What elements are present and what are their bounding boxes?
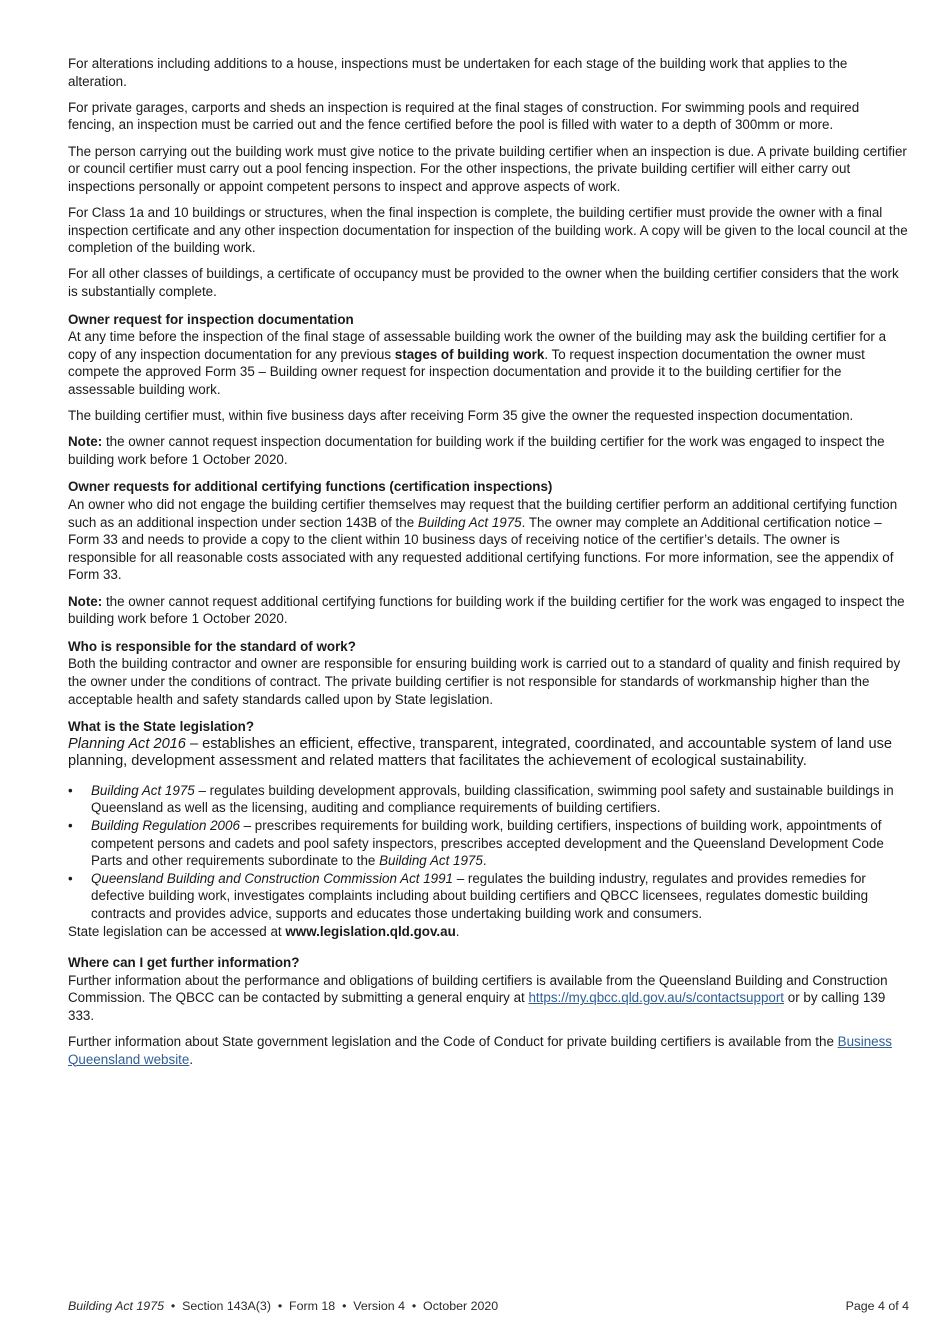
bullet: •	[68, 870, 73, 886]
document-page	[68, 55, 908, 1077]
note-text: the owner cannot request additional certifying functions for building work if the building certifier for the work was engaged to inspect the building work before 1 October 2020.	[68, 593, 905, 627]
list-item	[68, 870, 908, 923]
note-additional	[68, 593, 908, 628]
italic-act: Building Act 1975	[379, 853, 483, 869]
text: – regulates the building industry, regulates and provides remedies for defective building work, investigates complaints including about building certifiers and QBCC licensees, regulates domestic building contracts and provides advice, supports and educates those undertaking building work and consumers.	[91, 870, 869, 921]
paragraph-additional-functions	[68, 496, 908, 584]
list-item	[68, 817, 908, 870]
paragraph-other-classes: For all other classes of buildings, a certificate of occupancy must be provided to the owner when the building certifier considers that the work is substantially complete.	[68, 266, 899, 299]
note-owner-request	[68, 433, 908, 468]
page-number: Page 4 of 4	[845, 1299, 909, 1313]
bullet: •	[68, 817, 73, 833]
text: .	[189, 1051, 194, 1067]
qbcc-contact-link[interactable]: https://my.qbcc.qld.gov.au/s/contactsupport	[528, 990, 785, 1006]
text: – regulates building development approvals, building classification, swimming pool safety and sustainable buildings in Queensland as well as the licensing, auditing and compliance requirements of building certifiers.	[91, 782, 894, 816]
text: or by calling 139 333.	[68, 990, 886, 1023]
text: Further information about the performance and obligations of building certifiers is available from the Queensland Building and Construction Commission. The QBCC can be contacted by submitting a general enquiry at	[68, 972, 888, 1006]
heading-responsible: Who is responsible for the standard of work?	[68, 638, 356, 654]
legislation-list	[68, 782, 908, 923]
italic-act: Building Act 1975	[91, 782, 195, 798]
paragraph-inspection-notice: The person carrying out the building work must give notice to the private building certifier when an inspection is due. A private building certifier or council certifier must carry out a pool fencing inspection. For the other inspections, the private building certifier will either carry out inspections personally or appoint competent persons to inspect and approve aspects of work.	[68, 143, 907, 194]
footer-reference	[68, 1299, 498, 1313]
paragraph-five-days: The building certifier must, within five business days after receiving Form 35 give the owner the requested inspection documentation.	[68, 408, 854, 424]
heading-further-info: Where can I get further information?	[68, 955, 300, 971]
footer-details: • Section 143A(3) • Form 18 • Version 4 • October 2020	[163, 1299, 499, 1313]
text: .	[482, 853, 487, 869]
bullet: •	[68, 782, 73, 798]
footer-act: Building Act 1975	[68, 1299, 164, 1313]
paragraph-further-info	[68, 972, 908, 1025]
note-label: Note:	[68, 434, 103, 450]
business-queensland-link[interactable]: Business Queensland website	[68, 1034, 892, 1067]
text: . To request inspection documentation the owner must compete the approved Form 35 – Building owner request for inspection documentation and provide it to the building certifier for the assessable building work.	[68, 346, 865, 397]
paragraph-garages: For private garages, carports and sheds an inspection is required at the final stages of construction. For swimming pools and required fencing, an inspection must be carried out and the fence certified before the pool is filled with water to a depth of 300mm or more.	[68, 99, 860, 133]
italic-act: Building Regulation 2006	[91, 817, 240, 833]
text: . The owner may complete an Additional certification notice –Form 33 and needs to provide a copy to the client within 10 business days of receiving notice of the certifier’s details. The owner is responsible for all reasonable costs associated with any requested additional certifying functions. For more information, see the appendix of Form 33.	[68, 514, 894, 583]
paragraph-business-qld	[68, 1033, 908, 1068]
text: .	[455, 923, 460, 939]
italic-planning-act: Planning Act 2016	[68, 735, 186, 752]
legislation-url: www.legislation.qld.gov.au	[285, 923, 456, 939]
text: – prescribes requirements for building work, building certifiers, inspections of building work, appointments of competent persons and cadets and pool safety inspectors, prescribes accepted development and the Queensland Development Code Parts and other requirements subordinate to the	[91, 817, 884, 869]
text: – establishes an efficient, effective, transparent, integrated, coordinated, and accountable system of land use planning, development assessment and related matters that facilitates the achievement of ecological sustainability.	[68, 735, 893, 769]
paragraph-alterations: For alterations including additions to a house, inspections must be undertaken for each stage of the building work that applies to the alteration.	[68, 56, 848, 89]
bold-stages: stages of building work	[394, 346, 545, 362]
note-text: the owner cannot request inspection documentation for building work if the building certifier for the work was engaged to inspect the building work before 1 October 2020.	[68, 434, 885, 467]
italic-act: Queensland Building and Construction Commission Act 1991	[91, 870, 453, 886]
note-label: Note:	[68, 593, 103, 609]
paragraph-responsible: Both the building contractor and owner are responsible for ensuring building work is carried out to a standard of quality and finish required by the owner under the conditions of contract. The private building certifier is not responsible for standards of workmanship higher than the acceptable health and safety standards called upon by State legislation.	[68, 656, 901, 707]
heading-additional-functions: Owner requests for additional certifying functions (certification inspections)	[68, 479, 553, 495]
heading-owner-request: Owner request for inspection documentation	[68, 311, 354, 327]
paragraph-owner-request	[68, 328, 908, 398]
list-item	[68, 782, 908, 817]
text: At any time before the inspection of the final stage of assessable building work the owner of the building may ask the building certifier for a copy of any inspection documentation for any previous	[68, 329, 887, 362]
paragraph-legislation-access	[68, 923, 908, 941]
paragraph-class-1a: For Class 1a and 10 buildings or structures, when the final inspection is complete, the building certifier must provide the owner with a final inspection certificate and any other inspection documentation for inspection of the building work. A copy will be given to the local council at the completion of the building work.	[68, 204, 908, 256]
text: Further information about State government legislation and the Code of Conduct for private building certifiers is available from the	[68, 1034, 838, 1050]
heading-legislation: What is the State legislation?	[68, 719, 255, 735]
text: An owner who did not engage the building certifier themselves may request that the building certifier perform an additional certifying function such as an additional inspection under section 143B of the	[68, 497, 898, 530]
text: State legislation can be accessed at	[68, 923, 286, 939]
paragraph-planning-act	[68, 736, 908, 770]
page-footer	[68, 1299, 909, 1313]
italic-act: Building Act 1975	[417, 514, 522, 530]
